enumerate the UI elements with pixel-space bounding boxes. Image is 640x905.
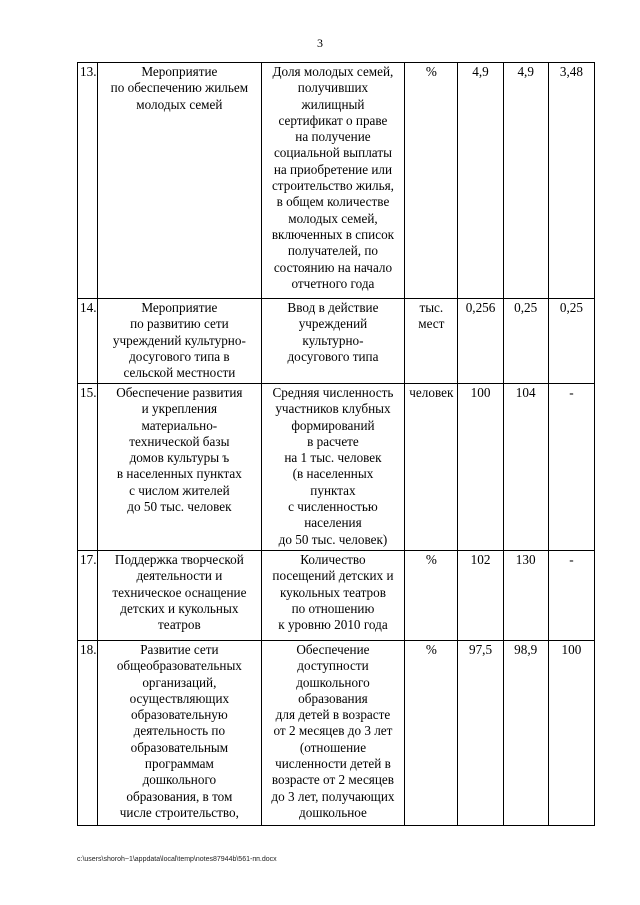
unit-cell-line: мест	[418, 316, 445, 332]
value-1: 102	[458, 551, 503, 641]
indicator-name-line: к уровню 2010 года	[278, 617, 388, 633]
unit-cell	[405, 551, 458, 641]
table-row	[78, 384, 595, 551]
indicator-name-line: молодых семей,	[288, 210, 378, 226]
unit-cell	[405, 641, 458, 826]
measure-name-line: Мероприятие	[141, 64, 218, 79]
value-2: 4,9	[503, 63, 548, 299]
indicator-name-line: дошкольного	[296, 674, 370, 690]
unit-cell-line: %	[425, 642, 437, 657]
indicator-name-line: до 50 тыс. человек)	[278, 531, 388, 547]
indicator-name-line: кукольных театров	[279, 584, 386, 600]
measure-name-line: Поддержка творческой	[114, 552, 244, 567]
indicator-name-line: Доля молодых семей,	[272, 64, 394, 79]
row-number: 18.	[78, 641, 98, 826]
indicator-name-line: отчетного года	[291, 275, 375, 291]
unit-cell-line: тыс.	[419, 300, 444, 315]
measure-name	[98, 384, 262, 551]
value-2: 98,9	[503, 641, 548, 826]
indicator-name-line: (отношение	[299, 739, 367, 755]
measure-name	[98, 63, 262, 299]
measure-name-line: образовательным	[130, 739, 229, 755]
indicator-name-line: образования	[298, 690, 368, 706]
indicator-name-line: с численностью	[288, 499, 378, 515]
indicator-name-line: до 3 лет, получающих	[271, 788, 395, 804]
table-row	[78, 551, 595, 641]
measure-name-line: сельской местности	[123, 365, 236, 381]
measure-name	[98, 299, 262, 384]
measure-name-line: с числом жителей	[129, 482, 230, 498]
measure-name-line: Мероприятие	[141, 300, 218, 315]
indicator-name-line: населения	[304, 515, 362, 531]
indicators-table	[77, 62, 595, 826]
value-1: 97,5	[458, 641, 503, 826]
indicator-name-line: по отношению	[291, 600, 375, 616]
indicator-name	[261, 641, 405, 826]
indicator-name-line: доступности	[297, 658, 369, 674]
measure-name-line: общеобразовательных	[116, 658, 242, 674]
indicator-name-line: Количество	[300, 552, 366, 567]
indicator-name-line: (в населенных	[292, 466, 374, 482]
table-row	[78, 63, 595, 299]
measure-name-line: домов культуры ъ	[129, 450, 230, 466]
measure-name-line: до 50 тыс. человек	[127, 499, 232, 515]
indicator-name-line: на 1 тыс. человек	[284, 450, 382, 466]
unit-cell-line: %	[425, 64, 437, 79]
indicator-name	[261, 384, 405, 551]
indicator-name-line: дошкольное	[299, 804, 367, 820]
indicator-name-line: участников клубных	[275, 401, 391, 417]
indicator-name-line: посещений детских и	[272, 568, 394, 584]
measure-name-line: по обеспечению жильем	[110, 80, 249, 96]
measure-name	[98, 641, 262, 826]
file-path-footer: c:\users\shoroh~1\appdata\local\temp\notes87944b\561-пп.docx	[77, 856, 277, 863]
indicator-name-line: от 2 месяцев до 3 лет	[273, 723, 393, 739]
row-number: 15.	[78, 384, 98, 551]
value-3: 3,48	[548, 63, 594, 299]
indicator-name-line: Ввод в действие	[287, 300, 379, 315]
row-number: 17.	[78, 551, 98, 641]
row-number: 13.	[78, 63, 98, 299]
measure-name-line: досугового типа в	[129, 348, 230, 364]
measure-name-line: технической базы	[129, 433, 230, 449]
indicator-name-line: строительство жилья,	[271, 178, 394, 194]
value-2: 0,25	[503, 299, 548, 384]
indicator-name-line: пунктах	[310, 482, 356, 498]
indicator-name-line: получивших	[297, 80, 369, 96]
indicator-name-line: в общем количестве	[276, 194, 390, 210]
indicator-name-line: возрасте от 2 месяцев	[271, 772, 395, 788]
measure-name-line: осуществляющих	[129, 690, 230, 706]
indicator-name-line: состоянию на начало	[273, 259, 393, 275]
measure-name-line: образовательную	[130, 707, 228, 723]
measure-name-line: образования, в том	[126, 788, 233, 804]
indicator-name-line: культурно-	[302, 332, 364, 348]
measure-name-line: и укрепления	[141, 401, 218, 417]
measure-name-line: учреждений культурно-	[112, 332, 246, 348]
unit-cell-line: человек	[409, 385, 454, 400]
indicator-name-line: в расчете	[307, 433, 359, 449]
indicator-name-line: учреждений	[298, 316, 368, 332]
measure-name-line: молодых семей	[136, 96, 223, 112]
unit-cell	[405, 63, 458, 299]
measure-name-line: деятельность по	[133, 723, 226, 739]
value-3: -	[548, 384, 594, 551]
value-3: -	[548, 551, 594, 641]
value-2: 104	[503, 384, 548, 551]
measure-name-line: числе строительство,	[119, 804, 239, 820]
measure-name-line: деятельности и	[136, 568, 223, 584]
measure-name-line: техническое оснащение	[112, 584, 247, 600]
indicator-name-line: численности детей в	[275, 756, 391, 772]
indicator-name-line: Обеспечение	[296, 642, 370, 657]
value-1: 4,9	[458, 63, 503, 299]
measure-name-line: по развитию сети	[130, 316, 229, 332]
page-number: 3	[317, 36, 323, 50]
indicator-name-line: жилищный	[301, 96, 365, 112]
measure-name-line: Развитие сети	[140, 642, 219, 657]
table-row	[78, 299, 595, 384]
measure-name-line: программам	[144, 756, 214, 772]
value-2: 130	[503, 551, 548, 641]
indicator-name-line: на получение	[295, 129, 371, 145]
measure-name-line: организаций,	[142, 674, 217, 690]
indicator-name-line: для детей в возрасте	[275, 707, 391, 723]
value-3: 100	[548, 641, 594, 826]
unit-cell	[405, 384, 458, 551]
indicator-name	[261, 63, 405, 299]
table-row	[78, 641, 595, 826]
measure-name	[98, 551, 262, 641]
unit-cell-line: %	[425, 552, 437, 567]
unit-cell	[405, 299, 458, 384]
indicator-name	[261, 299, 405, 384]
measure-name-line: детских и кукольных	[120, 600, 239, 616]
indicator-name-line: сертификат о праве	[278, 112, 388, 128]
measure-name-line: Обеспечение развития	[116, 385, 243, 400]
value-3: 0,25	[548, 299, 594, 384]
indicator-name-line: досугового типа	[287, 348, 379, 364]
indicator-name-line: получателей, по	[287, 243, 379, 259]
indicator-name-line: на приобретение или	[273, 161, 393, 177]
value-1: 0,256	[458, 299, 503, 384]
indicator-name-line: социальной выплаты	[273, 145, 392, 161]
measure-name-line: материально-	[141, 417, 218, 433]
row-number: 14.	[78, 299, 98, 384]
indicator-name-line: формирований	[291, 417, 375, 433]
measure-name-line: в населенных пунктах	[116, 466, 242, 482]
indicator-name-line: включенных в список	[271, 226, 395, 242]
measure-name-line: дошкольного	[142, 772, 217, 788]
measure-name-line: театров	[158, 617, 201, 633]
value-1: 100	[458, 384, 503, 551]
indicator-name	[261, 551, 405, 641]
indicator-name-line: Средняя численность	[272, 385, 394, 400]
